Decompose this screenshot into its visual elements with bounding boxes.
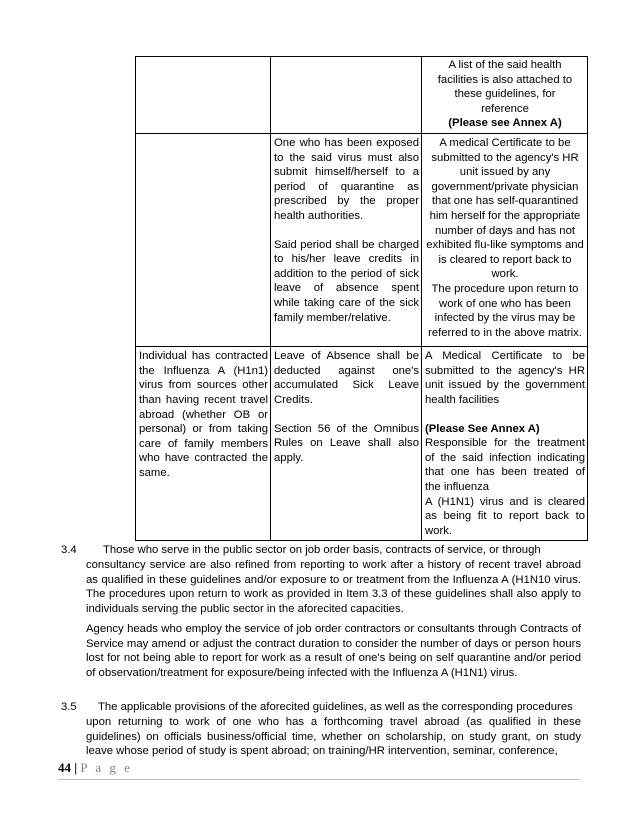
table-cell-empty xyxy=(271,57,422,134)
section-number: 3.5 xyxy=(61,701,77,713)
cell-paragraph: A medical Certificate to be submitted to the agency's HR unit issued by any government/private physician that one has self-quarantined him herself for the appropriate number of days and has not exhibited flu-like symptoms and is cleared to report back to work. xyxy=(426,136,584,281)
cell-paragraph: A (H1N1) virus and is cleared as being fit to report back to work. xyxy=(425,495,585,537)
table-cell-empty xyxy=(136,57,271,134)
page-label: P a g e xyxy=(80,760,133,775)
table-cell xyxy=(271,347,422,541)
page-number: 44 xyxy=(58,760,71,775)
annex-reference: (Please see Annex A) xyxy=(448,117,562,130)
section-number: 3.4 xyxy=(61,544,77,556)
table-cell xyxy=(271,133,422,346)
table-row xyxy=(136,133,588,346)
annex-reference: (Please See Annex A) xyxy=(425,422,540,435)
section-paragraph: Agency heads who employ the service of job order contractors or consultants through Contracts of Service may amend or adjust the contract duration to consider the number of days or person hours lost for not being able to report for work as a result of one's being on self quarantine and/or period of observation/treatment for exposure/being infected with the Influenza A (H1N1) virus. xyxy=(86,623,581,679)
table-cell-empty xyxy=(136,133,271,346)
cell-paragraph: Section 56 of the Omnibus Rules on Leave shall also apply. xyxy=(274,422,419,464)
footer-divider xyxy=(58,779,580,780)
cell-paragraph: One who has been exposed to the said virus must also submit himself/herself to a period of quarantine as prescribed by the proper health authorities. xyxy=(274,136,419,222)
section-first-line: The applicable provisions of the aforecited guidelines, as well as the corresponding procedures xyxy=(98,701,573,713)
table-row xyxy=(136,347,588,541)
leave-matrix-table xyxy=(135,56,588,541)
section-paragraph: consultancy service are also refined from reporting to work after a history of recent travel abroad as qualified in these guidelines and/or exposure to or treatment from the Influenza A (H1N10 virus. The procedures upon return to work as provided in Item 3.3 of these guidelines shall also apply to individuals serving the public sector in the aforecited capacities. xyxy=(86,559,581,615)
cell-line: facilities is also attached to xyxy=(437,73,573,86)
cell-paragraph: Said period shall be charged to his/her leave credits in addition to the period of sick leave of absence spent while taking care of the sick family member/relative. xyxy=(274,238,419,324)
cell-paragraph: The procedure upon return to work of one who has been infected by the virus may be referred to in the above matrix. xyxy=(428,282,582,339)
page-footer xyxy=(58,759,580,777)
cell-paragraph: Individual has contracted the Influenza A (H1n1) virus from sources other than having recent travel abroad (whether OB or personal) or from taking care of family members who have contracted the same. xyxy=(139,350,268,480)
cell-line: A list of the said health xyxy=(448,59,562,71)
table-cell xyxy=(422,347,588,541)
table-cell xyxy=(136,347,271,541)
section-first-line: Those who serve in the public sector on job order basis, contracts of service, or through xyxy=(103,544,541,556)
page-separator: | xyxy=(74,760,78,775)
cell-paragraph: Responsible for the treatment of the said infection indicating that one has been treated of the influenza xyxy=(425,437,585,494)
section-paragraph: upon returning to work of one who has a forthcoming travel abroad (as qualified in these guidelines) on officials business/official time, whether on scholarship, on study grant, on study leave whose period of study is spent abroad; on training/HR intervention, seminar, conference, xyxy=(86,716,581,758)
table-row xyxy=(136,57,588,134)
cell-line: reference xyxy=(481,102,529,115)
cell-paragraph: A Medical Certificate to be submitted to the agency's HR unit issued by the government health facilities xyxy=(425,350,585,407)
cell-line: these guidelines, for xyxy=(454,88,556,101)
cell-paragraph: Leave of Absence shall be deducted against one's accumulated Sick Leave Credits. xyxy=(274,350,419,407)
table-cell xyxy=(422,133,588,346)
table-cell xyxy=(422,57,588,134)
